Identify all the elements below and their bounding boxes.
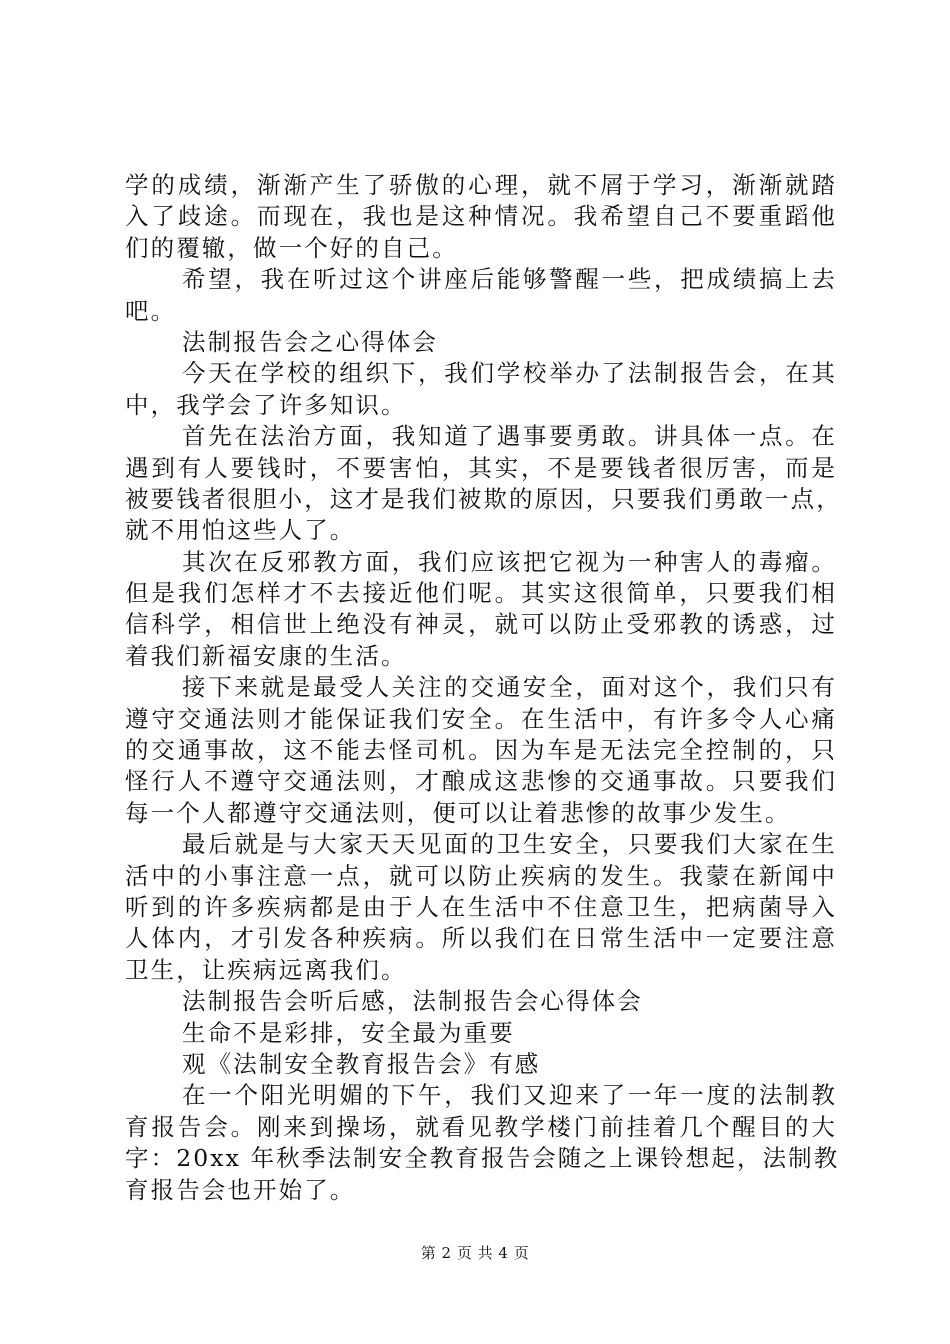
text-line: 最后就是与大家天天见面的卫生安全，只要我们大家在生: [182, 830, 837, 859]
text-line: 入了歧途。而现在，我也是这种情况。我希望自己不要重蹈他: [125, 202, 837, 231]
text-line: 遇到有人要钱时，不要害怕，其实，不是要钱者很厉害，而是: [125, 453, 837, 482]
section-heading: 法制报告会听后感，法制报告会心得体会: [182, 987, 643, 1016]
text-line: 们的覆辙，做一个好的自己。: [125, 233, 458, 262]
text-line: 学的成绩，渐渐产生了骄傲的心理，就不屑于学习，渐渐就踏: [125, 171, 837, 199]
text-line: 着我们新福安康的生活。: [125, 641, 407, 670]
text-line: 听到的许多疾病都是由于人在生活中不住意卫生，把病菌导入: [125, 892, 837, 921]
text-line: 育报告会。刚来到操场，就看见教学楼门前挂着几个醒目的大: [125, 1112, 837, 1141]
page-number-footer: 第 2 页 共 4 页: [420, 1244, 530, 1262]
text-line: 中，我学会了许多知识。: [125, 390, 407, 419]
section-heading: 法制报告会之心得体会: [182, 327, 438, 356]
text-line: 希望，我在听过这个讲座后能够警醒一些，把成绩搞上去: [182, 265, 837, 294]
text-line: 怪行人不遵守交通法则，才酿成这悲惨的交通事故。只要我们: [125, 767, 837, 796]
text-line: 但是我们怎样才不去接近他们呢。其实这很简单，只要我们相: [125, 579, 837, 608]
text-line: 字：20xx 年秋季法制安全教育报告会随之上课铃想起，法制教: [125, 1144, 840, 1173]
text-line: 人体内，才引发各种疾病。所以我们在日常生活中一定要注意: [125, 924, 837, 953]
text-line: 遵守交通法则才能保证我们安全。在生活中，有许多令人心痛: [125, 704, 837, 733]
text-line: 活中的小事注意一点，就可以防止疾病的发生。我蒙在新闻中: [125, 861, 837, 890]
text-line: 卫生，让疾病远离我们。: [125, 955, 407, 984]
text-line: 吧。: [125, 296, 177, 325]
section-heading: 生命不是彩排，安全最为重要: [182, 1018, 515, 1047]
text-line: 育报告会也开始了。: [125, 1175, 356, 1204]
document-body: [125, 170, 842, 1206]
text-line: 接下来就是最受人关注的交通安全，面对这个，我们只有: [182, 673, 837, 702]
text-line: 被要钱者很胆小，这才是我们被欺的原因，只要我们勇敢一点，: [125, 484, 842, 513]
text-line: 在一个阳光明媚的下午，我们又迎来了一年一度的法制教: [182, 1081, 837, 1110]
text-line: 每一个人都遵守交通法则，便可以让着悲惨的故事少发生。: [125, 798, 791, 827]
text-line: 信科学，相信世上绝没有神灵，就可以防止受邪教的诱惑，过: [125, 610, 837, 639]
text-line: 今天在学校的组织下，我们学校举办了法制报告会，在其: [182, 359, 837, 388]
text-line: 其次在反邪教方面，我们应该把它视为一种害人的毒瘤。: [182, 547, 837, 576]
text-line: 的交通事故，这不能去怪司机。因为车是无法完全控制的，只: [125, 736, 837, 765]
text-line: 首先在法治方面，我知道了遇事要勇敢。讲具体一点。在: [182, 422, 837, 451]
section-heading: 观《法制安全教育报告会》有感: [182, 1049, 541, 1078]
text-line: 就不用怕这些人了。: [125, 516, 356, 545]
